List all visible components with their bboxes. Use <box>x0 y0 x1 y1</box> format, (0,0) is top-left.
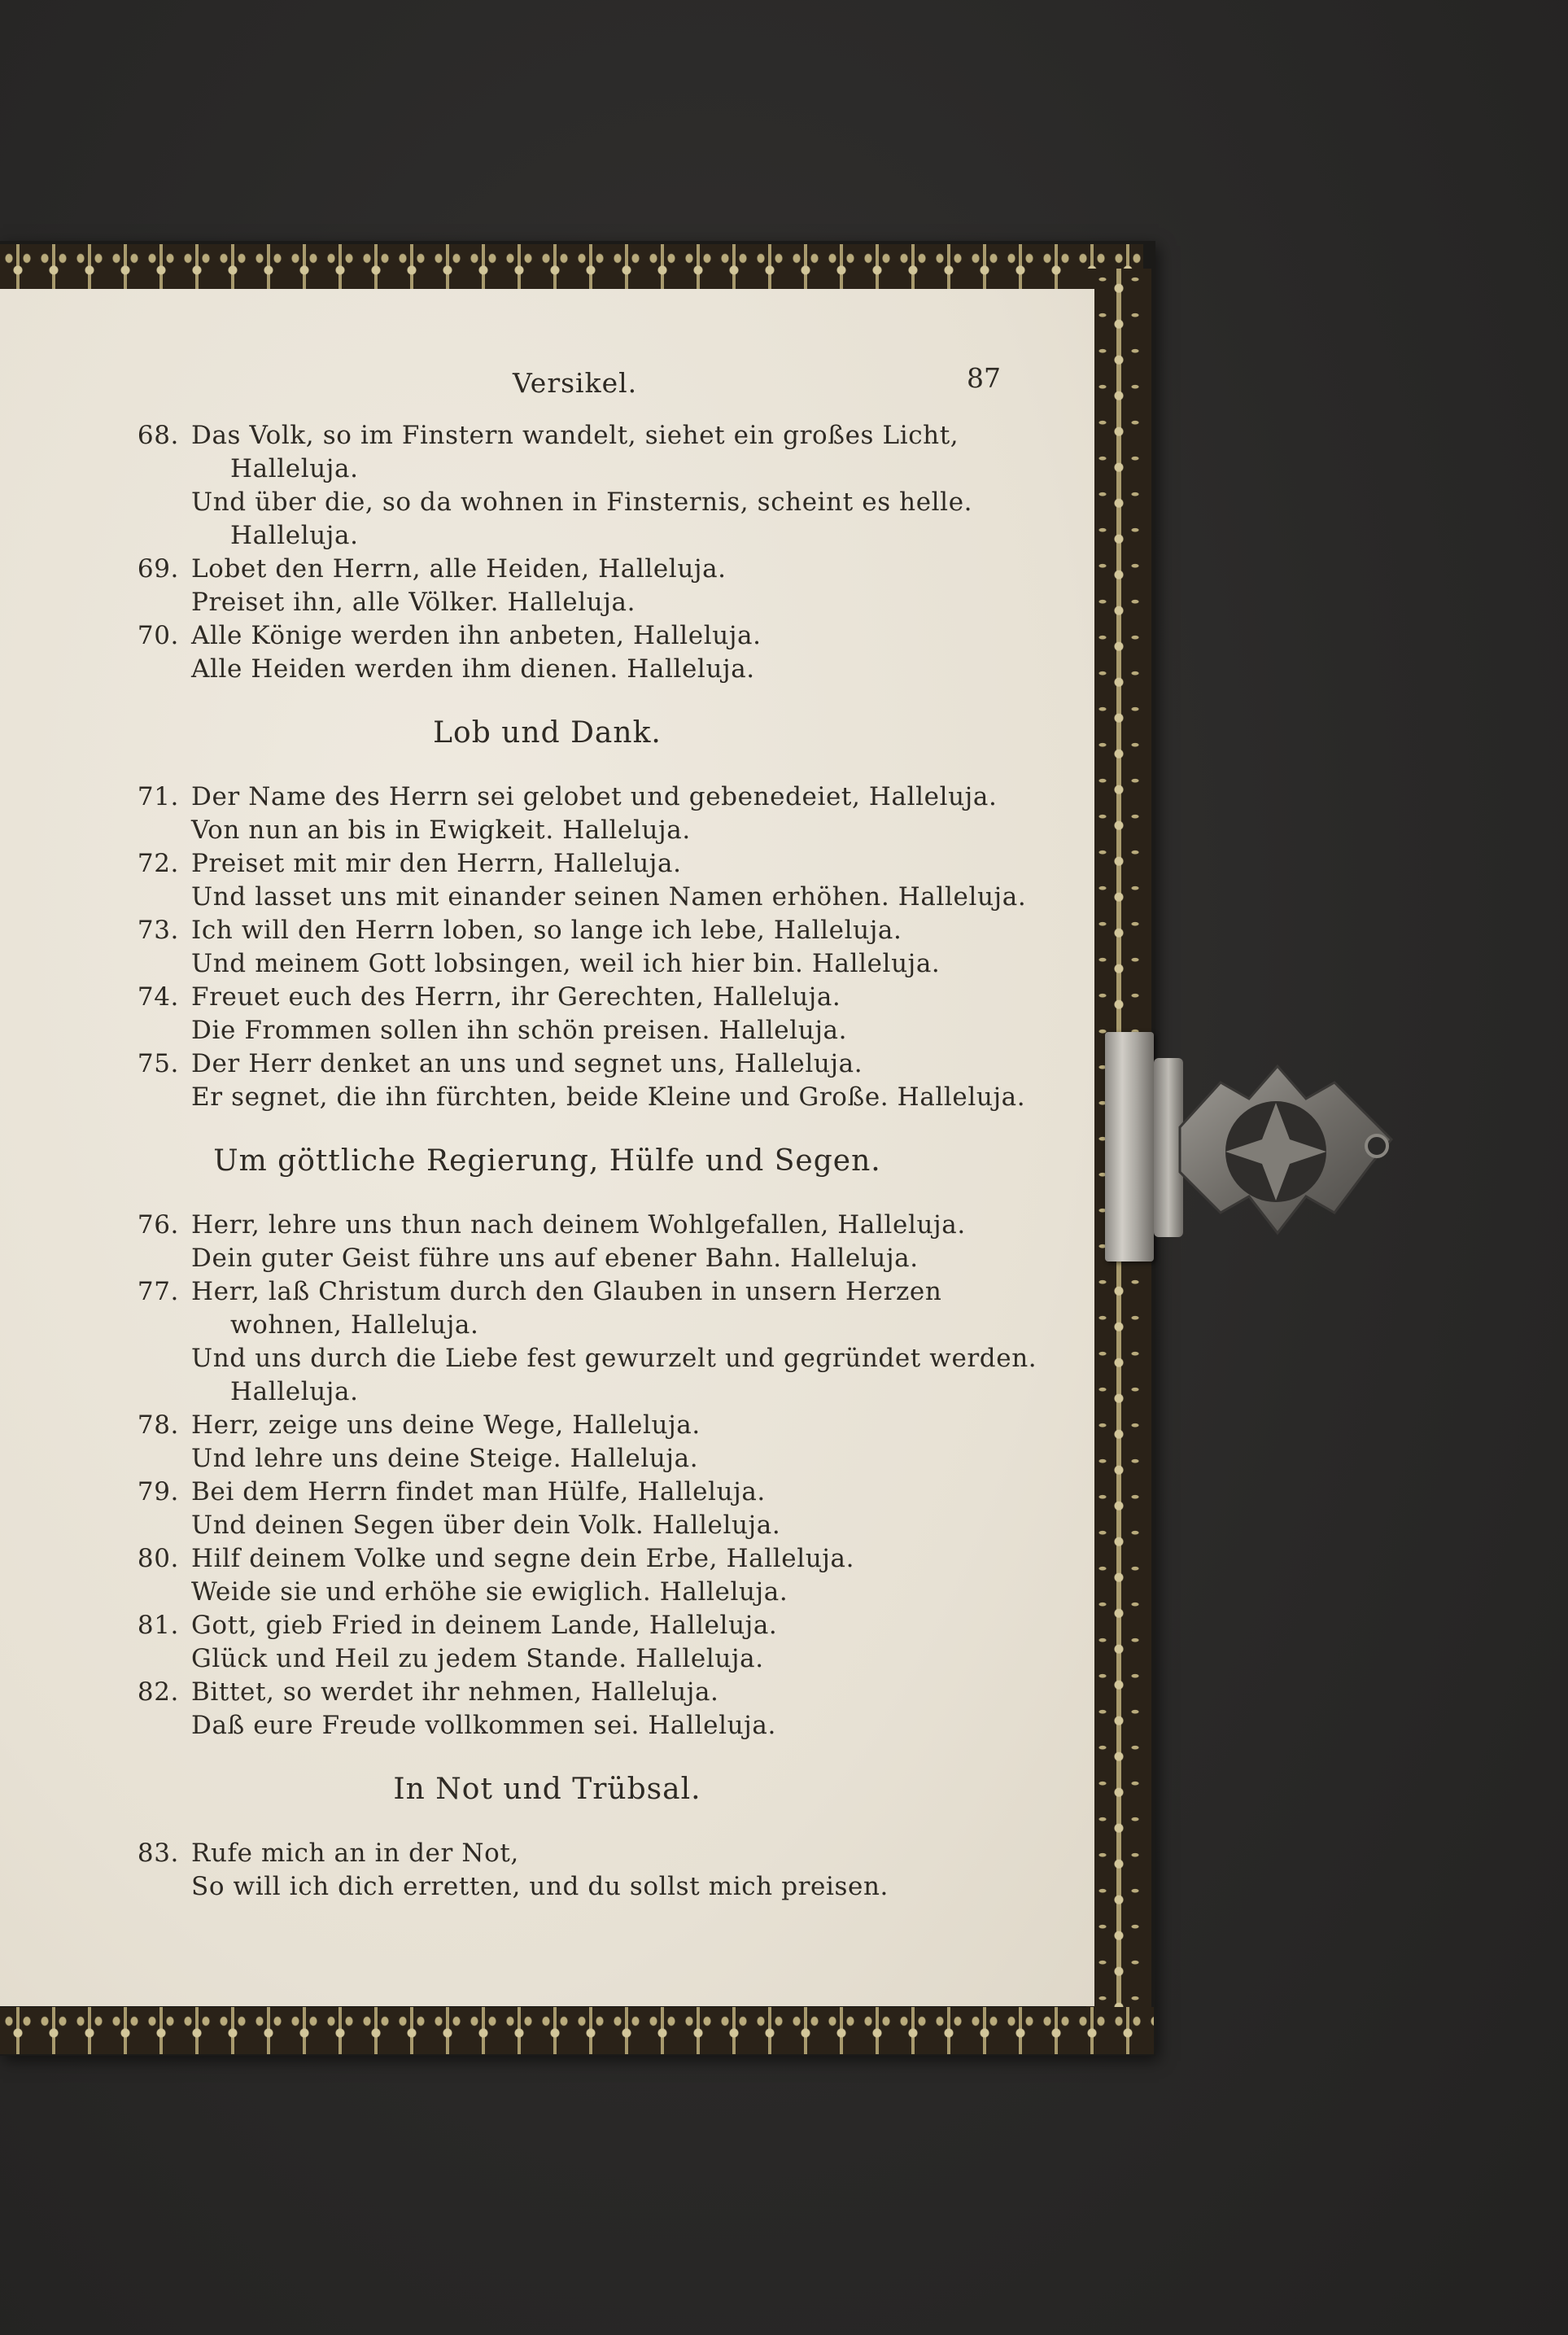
verse-text: Der Name des Herrn sei gelobet und gebenedeiet, Halleluja. <box>191 782 998 811</box>
verse-response: Und deinen Segen über dein Volk. Halleluja. <box>191 1511 781 1540</box>
verse-line <box>0 1870 1094 1904</box>
verse-line <box>0 1576 1094 1609</box>
section-heading <box>0 1114 1094 1209</box>
verse-line <box>0 881 1094 914</box>
verse-line <box>0 486 1094 519</box>
verse-response: Von nun an bis in Ewigkeit. Halleluja. <box>191 816 691 845</box>
verse-response: Und uns durch die Liebe fest gewurzelt und gegründet werden. <box>191 1344 1037 1373</box>
verse-number: 78. <box>137 1410 179 1440</box>
verse-line <box>0 847 1094 881</box>
verse-text: Der Herr denket an uns und segnet uns, Halleluja. <box>191 1049 863 1078</box>
verse-number: 81. <box>137 1611 179 1640</box>
verse-text: Herr, laß Christum durch den Glauben in unsern Herzen <box>191 1277 942 1306</box>
verse-line <box>0 1642 1094 1676</box>
verse-line <box>0 619 1094 653</box>
verse-line <box>0 814 1094 847</box>
running-head: Versikel. <box>513 367 638 399</box>
verse-line <box>0 653 1094 686</box>
book-page <box>0 289 1094 2006</box>
verse-response: Preiset ihn, alle Völker. Halleluja. <box>191 588 636 617</box>
verse-text: Lobet den Herrn, alle Heiden, Halleluja. <box>191 554 727 584</box>
verse-response: Er segnet, die ihn fürchten, beide Kleine und Große. Halleluja. <box>191 1082 1026 1112</box>
verse-text: Hilf deinem Volke und segne dein Erbe, Halleluja. <box>191 1544 855 1573</box>
verse-line <box>0 1676 1094 1709</box>
verse-line <box>0 1081 1094 1114</box>
verse-text: Herr, zeige uns deine Wege, Halleluja. <box>191 1410 701 1440</box>
verse-response: Die Frommen sollen ihn schön preisen. Halleluja. <box>191 1016 848 1045</box>
verse-text: Herr, lehre uns thun nach deinem Wohlgefallen, Halleluja. <box>191 1210 966 1240</box>
verse-number: 79. <box>137 1477 179 1506</box>
verse-text: Das Volk, so im Finstern wandelt, siehet ein großes Licht, <box>191 421 959 450</box>
verse-line <box>0 781 1094 814</box>
section-heading-text: Um göttliche Regierung, Hülfe und Segen. <box>213 1144 881 1178</box>
section-heading <box>0 1743 1094 1837</box>
verse-line <box>0 1242 1094 1275</box>
verse-number: 73. <box>137 916 179 945</box>
verse-response: Glück und Heil zu jedem Stande. Halleluja. <box>191 1644 764 1673</box>
verse-number: 83. <box>137 1839 179 1868</box>
verse-line <box>0 553 1094 586</box>
verse-number: 82. <box>137 1677 179 1707</box>
metal-clasp-icon <box>1172 1050 1400 1253</box>
verse-number: 71. <box>137 782 179 811</box>
verse-text: Bei dem Herrn findet man Hülfe, Halleluja. <box>191 1477 766 1506</box>
verse-line <box>0 1542 1094 1576</box>
verse-text: Halleluja. <box>230 454 359 483</box>
verse-number: 68. <box>137 421 179 450</box>
verse-line <box>0 981 1094 1014</box>
verse-line <box>0 1409 1094 1442</box>
verse-line <box>0 519 1094 553</box>
verse-number: 70. <box>137 621 179 650</box>
clasp-plate <box>1105 1032 1154 1262</box>
verse-line <box>0 1709 1094 1743</box>
verse-text: Rufe mich an in der Not, <box>191 1839 519 1868</box>
verse-response: Alle Heiden werden ihm dienen. Halleluja. <box>191 654 755 684</box>
verse-line <box>0 914 1094 947</box>
verse-response: Weide sie und erhöhe sie ewiglich. Halleluja. <box>191 1577 788 1607</box>
verse-response: Und über die, so da wohnen in Finsternis, scheint es helle. <box>191 488 973 517</box>
page-content <box>0 419 1094 1904</box>
verse-line <box>0 453 1094 486</box>
verse-line <box>0 1275 1094 1309</box>
verse-text: Alle Könige werden ihn anbeten, Halleluja. <box>191 621 762 650</box>
verse-line <box>0 1509 1094 1542</box>
verse-response: Und lehre uns deine Steige. Halleluja. <box>191 1444 699 1473</box>
verse-line <box>0 1209 1094 1242</box>
verse-text: Halleluja. <box>230 521 359 550</box>
verse-line <box>0 1609 1094 1642</box>
section-heading <box>0 686 1094 781</box>
verse-line <box>0 947 1094 981</box>
verse-line <box>0 1014 1094 1047</box>
verse-line <box>0 1309 1094 1342</box>
section-heading-text: Lob und Dank. <box>433 716 662 750</box>
ornamental-border-top <box>0 244 1143 291</box>
verse-text: Ich will den Herrn loben, so lange ich lebe, Halleluja. <box>191 916 902 945</box>
verse-number: 72. <box>137 849 179 878</box>
verse-line <box>0 1837 1094 1870</box>
verse-line <box>0 586 1094 619</box>
verse-number: 76. <box>137 1210 179 1240</box>
verse-response: Und lasset uns mit einander seinen Namen erhöhen. Halleluja. <box>191 882 1027 912</box>
verse-line <box>0 1342 1094 1375</box>
verse-text: Freuet euch des Herrn, ihr Gerechten, Halleluja. <box>191 982 841 1012</box>
verse-line <box>0 1375 1094 1409</box>
verse-text: Halleluja. <box>230 1377 359 1406</box>
verse-line <box>0 419 1094 453</box>
verse-response: Daß eure Freude vollkommen sei. Halleluja. <box>191 1711 776 1740</box>
verse-text: wohnen, Halleluja. <box>230 1310 479 1340</box>
verse-response: Und meinem Gott lobsingen, weil ich hier bin. Halleluja. <box>191 949 941 978</box>
verse-text: Preiset mit mir den Herrn, Halleluja. <box>191 849 682 878</box>
verse-number: 74. <box>137 982 179 1012</box>
verse-number: 77. <box>137 1277 179 1306</box>
verse-line <box>0 1047 1094 1081</box>
verse-line <box>0 1476 1094 1509</box>
verse-number: 80. <box>137 1544 179 1573</box>
verse-line <box>0 1442 1094 1476</box>
ornamental-border-bottom <box>0 2007 1154 2054</box>
section-heading-text: In Not und Trübsal. <box>393 1773 701 1806</box>
verse-response: So will ich dich erretten, und du sollst mich preisen. <box>191 1872 889 1901</box>
verse-number: 75. <box>137 1049 179 1078</box>
verse-response: Dein guter Geist führe uns auf ebener Bahn. Halleluja. <box>191 1244 919 1273</box>
verse-text: Gott, gieb Fried in deinem Lande, Halleluja. <box>191 1611 778 1640</box>
verse-text: Bittet, so werdet ihr nehmen, Halleluja. <box>191 1677 719 1707</box>
verse-number: 69. <box>137 554 179 584</box>
page-number: 87 <box>967 362 1001 394</box>
